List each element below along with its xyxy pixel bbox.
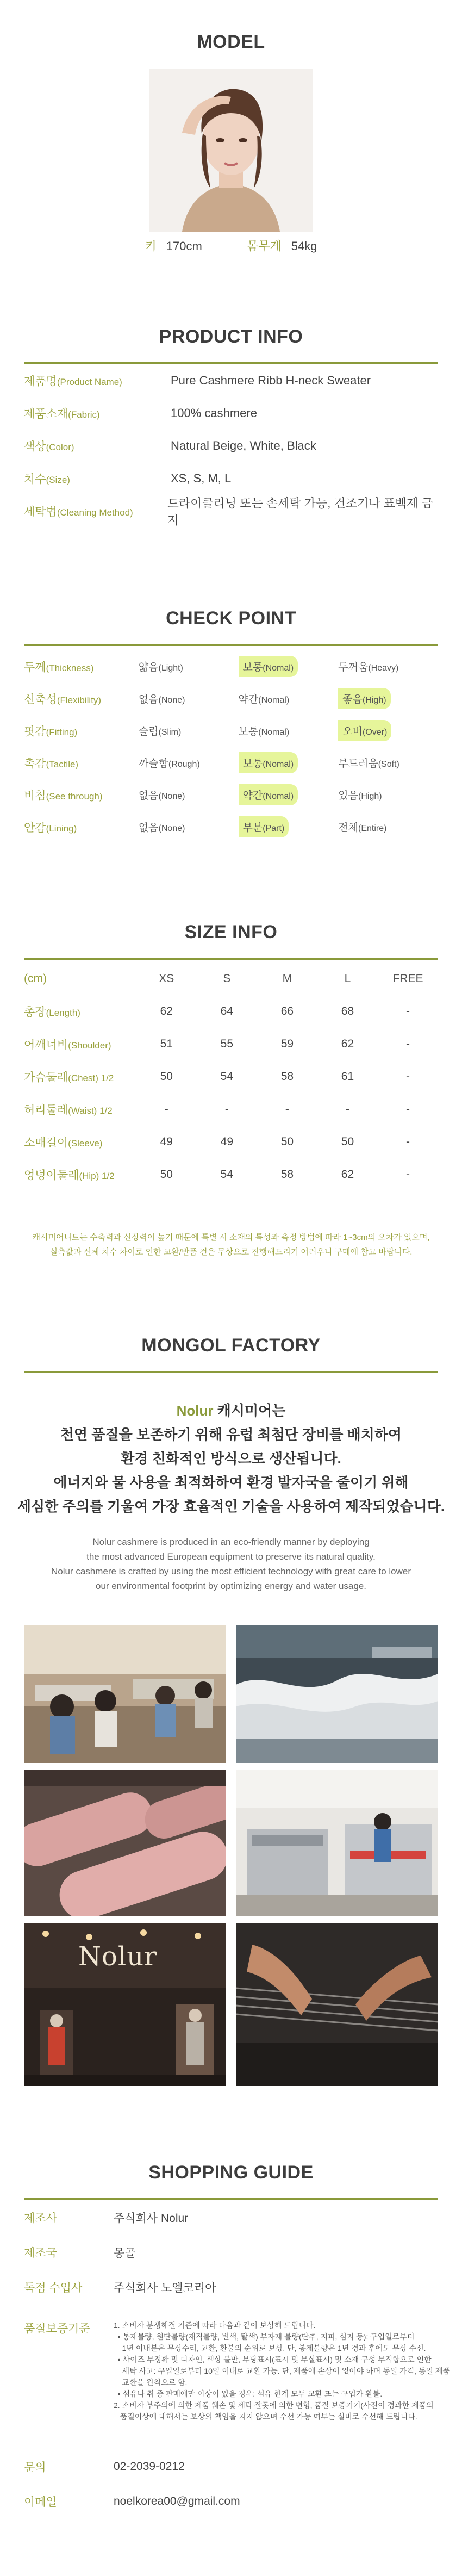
- factory-ko-line: 천연 품질을 보존하기 위해 유럽 최첨단 장비를 배치하여: [60, 1426, 402, 1443]
- guide-label: 제조국: [24, 2247, 57, 2260]
- shopping-guide-table: [24, 2200, 450, 2519]
- check-point-table: [24, 650, 438, 843]
- size-row: [24, 1060, 438, 1093]
- check-point-option: [139, 723, 239, 738]
- option-text: 전체(Entire): [338, 822, 387, 834]
- factory-brand-name: Nolur: [176, 1402, 214, 1419]
- option-text: 슬림(Slim): [138, 726, 182, 737]
- size-row-label-en: (Shoulder): [68, 1040, 111, 1051]
- option-text: 보통(Nomal): [238, 726, 290, 737]
- warranty-line: 1년 이내분은 무상수리, 교환, 환불의 순위로 보상. 단, 봉제불량은 1년 경과 후에도 무상 수선.: [114, 2344, 426, 2352]
- size-cell: 50: [280, 1135, 294, 1148]
- size-info-table: [24, 963, 438, 1191]
- warranty-line: 1. 소비자 분쟁해결 기준에 따라 다음과 같이 보상해 드립니다.: [114, 2321, 316, 2330]
- size-cell: -: [405, 1168, 410, 1181]
- size-column-header: XS: [159, 972, 174, 985]
- factory-en-line: Nolur cashmere is produced in an eco-friendly manner by deploying: [92, 1537, 370, 1547]
- factory-ko-line: 캐시미어는: [213, 1402, 286, 1419]
- check-point-option: [139, 691, 239, 706]
- selected-option-highlight: 좋음(High): [338, 688, 390, 709]
- product-info-value: 드라이클리닝 또는 손세탁 가능, 건조기나 표백제 금지: [167, 496, 433, 527]
- check-point-option: [239, 691, 339, 706]
- size-row-label: 허리둘레: [24, 1104, 68, 1116]
- option-text: 있음(High): [338, 790, 382, 802]
- selected-option-highlight: 부분(Part): [239, 816, 289, 837]
- size-cell: 49: [220, 1135, 234, 1148]
- size-cell: -: [345, 1103, 349, 1115]
- selected-option-highlight: 보통(Nomal): [239, 656, 298, 677]
- check-point-option: [338, 787, 438, 802]
- size-info-divider: [0, 958, 462, 960]
- guide-row-manufacturer: [24, 2200, 438, 2235]
- check-point-option: [338, 820, 438, 834]
- product-info-row: [24, 364, 438, 397]
- size-cell: -: [164, 1103, 168, 1115]
- size-cell: -: [405, 1135, 410, 1148]
- factory-ko-line: 에너지와 물 사용을 최적화하여 환경 발자국을 줄이기 위해: [53, 1474, 409, 1491]
- warranty-line: 교환을 원칙으로 함.: [114, 2378, 188, 2387]
- factory-ko-line: 세심한 주의를 기울여 가장 효율적인 기술을 사용하여 제작되었습니다.: [17, 1498, 445, 1514]
- check-point-option: [239, 752, 339, 773]
- guide-label: 독점 수입사: [24, 2282, 83, 2294]
- size-row-label: 엉덩이둘레: [24, 1169, 79, 1182]
- guide-label: 품질보증기준: [24, 2323, 90, 2335]
- size-cell: 62: [341, 1038, 354, 1050]
- factory-description-en: [0, 1535, 462, 1593]
- product-info-label-en: (Product Name): [57, 377, 122, 387]
- size-cell: 49: [160, 1135, 173, 1148]
- option-text: 없음(None): [138, 790, 185, 802]
- option-text: 없음(None): [138, 694, 185, 705]
- size-row-label-en: (Chest) 1/2: [68, 1073, 114, 1083]
- guide-value: 주식회사 Nolur: [114, 2212, 189, 2225]
- shopping-guide-title: SHOPPING GUIDE: [148, 2162, 314, 2183]
- check-point-option: [139, 820, 239, 834]
- factory-photo-workers-sewing: [24, 1625, 226, 1763]
- guide-row-warranty: [24, 2305, 450, 2449]
- check-point-option: [338, 720, 438, 741]
- size-row-label: 총장: [24, 1006, 46, 1019]
- size-cell: 68: [341, 1005, 354, 1017]
- size-cell: 50: [160, 1168, 173, 1181]
- check-point-label: 비침: [24, 789, 46, 802]
- size-column-header: FREE: [392, 972, 423, 985]
- size-cell: 54: [220, 1168, 234, 1181]
- selected-option-highlight: 오버(Over): [338, 720, 391, 741]
- size-cell: 66: [280, 1005, 294, 1017]
- product-info-value: XS, S, M, L: [171, 471, 232, 485]
- check-point-row: [24, 811, 438, 843]
- product-info-label: 제품명: [24, 375, 57, 388]
- product-info-label: 색상: [24, 440, 46, 453]
- warranty-line: 품질이상에 대해서는 보상의 책임을 지지 않으며 수선 가능 여부는 실비로 수선해 드립니다.: [114, 2412, 417, 2421]
- size-table-body: [24, 995, 438, 1191]
- product-info-label: 치수: [24, 473, 46, 486]
- size-cell: -: [405, 1103, 410, 1115]
- size-row: [24, 1126, 438, 1158]
- selected-option-highlight: 약간(Nomal): [239, 784, 298, 805]
- size-row-label: 소매길이: [24, 1137, 68, 1149]
- product-info-row: [24, 462, 438, 495]
- contact-phone: 02-2039-0212: [114, 2460, 185, 2473]
- size-row: [24, 1028, 438, 1060]
- size-row-label: 가슴둘레: [24, 1071, 68, 1084]
- size-cell: 59: [280, 1038, 294, 1050]
- size-cell: -: [285, 1103, 289, 1115]
- size-row-label-en: (Hip) 1/2: [79, 1171, 115, 1181]
- size-cell: 55: [220, 1038, 234, 1050]
- check-point-label: 핏감: [24, 725, 46, 738]
- factory-en-line: our environmental footprint by optimizing energy and water usage.: [95, 1581, 366, 1591]
- factory-description-ko: [0, 1399, 462, 1518]
- check-point-option: [139, 755, 239, 770]
- size-unit-label: (cm): [24, 972, 47, 985]
- product-info-title: PRODUCT INFO: [159, 326, 303, 347]
- check-point-option: [239, 816, 339, 837]
- height-label: 키: [145, 239, 157, 253]
- size-row-label: 어깨너비: [24, 1039, 68, 1051]
- warranty-line: • 사이즈 부정확 및 디자인, 색상 불만, 부당표시(표시 및 부실표시) 및 소재 구성 부적합으로 인한: [114, 2355, 432, 2364]
- product-info-value: Pure Cashmere Ribb H-neck Sweater: [171, 374, 371, 387]
- warranty-line: • 섬유나 취 중 판매에만 이상이 있을 경우: 섬유 한계 모두 교환 또는 구입가 환불.: [114, 2389, 383, 2398]
- check-point-label: 신축성: [24, 693, 57, 706]
- size-note-line: 캐시미어니트는 수축력과 신장력이 높기 때문에 특별 시 소재의 특성과 측정 방법에 따라 1~3cm의 오차가 있으며,: [32, 1233, 430, 1242]
- check-point-label: 두께: [24, 661, 46, 674]
- factory-en-line: the most advanced European equipment to preserve its natural quality.: [86, 1551, 376, 1562]
- size-column-header: L: [344, 972, 351, 985]
- option-text: 부드러움(Soft): [338, 758, 399, 769]
- size-row: [24, 995, 438, 1028]
- check-point-label-en: (See through): [46, 791, 103, 802]
- size-column-header: S: [223, 972, 231, 985]
- size-cell: 51: [160, 1038, 173, 1050]
- check-point-row: [24, 682, 438, 715]
- model-section-title: MODEL: [197, 32, 265, 52]
- size-cell: -: [405, 1070, 410, 1083]
- product-info-divider: [0, 362, 462, 364]
- factory-divider: [0, 1371, 462, 1373]
- size-cell: 50: [160, 1070, 173, 1083]
- size-cell: 64: [220, 1005, 234, 1017]
- model-photo: [149, 69, 313, 232]
- check-point-label-en: (Thickness): [46, 662, 94, 673]
- product-info-table: [24, 364, 438, 527]
- warranty-line: • 봉제불량, 원단불량(재직불량, 변색, 탈색) 부자재 불량(단추, 지퍼, 심지 등): 구입일로부터: [114, 2332, 415, 2341]
- weight-label: 몸무게: [247, 239, 282, 253]
- guide-row-contact: [24, 2449, 438, 2484]
- size-cell: 61: [341, 1070, 354, 1083]
- factory-photo-yarn-spools: [24, 1770, 226, 1916]
- weight-value: 54kg: [291, 239, 317, 253]
- size-row: [24, 1158, 438, 1191]
- warranty-text: [114, 2320, 450, 2423]
- product-info-row: [24, 397, 438, 430]
- product-info-label: 제품소재: [24, 408, 68, 420]
- store-sign-text: Nolur: [78, 1941, 158, 1972]
- size-note-line: 실측값과 신체 치수 차이로 인한 교환/반품 건은 무상으로 진행해드리기 어려우니 구매에 참고 바랍니다.: [49, 1247, 413, 1257]
- check-point-row: [24, 715, 438, 747]
- check-point-label-en: (Flexibility): [57, 694, 102, 705]
- factory-photo-knitting-machines: [236, 1770, 438, 1916]
- size-disclaimer: [0, 1230, 462, 1259]
- check-point-label-en: (Tactile): [46, 759, 79, 769]
- factory-photo-hands-knitting: [236, 1923, 438, 2086]
- product-info-label: 세탁법: [24, 506, 57, 518]
- size-header-row: [24, 963, 438, 995]
- check-point-label: 촉감: [24, 757, 46, 770]
- check-point-option: [239, 656, 339, 677]
- product-info-value: Natural Beige, White, Black: [171, 439, 316, 452]
- size-cell: 58: [280, 1168, 294, 1181]
- check-point-row: [24, 779, 438, 811]
- option-text: 없음(None): [138, 822, 185, 834]
- option-text: 얇음(Light): [138, 662, 183, 673]
- product-info-label-en: (Color): [46, 442, 74, 452]
- product-info-row: [24, 430, 438, 462]
- product-info-label-en: (Size): [46, 475, 70, 485]
- size-info-title: SIZE INFO: [184, 922, 278, 942]
- check-point-label: 안감: [24, 821, 46, 834]
- option-text: 두꺼움(Heavy): [338, 662, 399, 673]
- check-point-option: [338, 659, 438, 674]
- check-point-row: [24, 747, 438, 779]
- size-cell: 50: [341, 1135, 354, 1148]
- shopping-guide-divider: [0, 2198, 462, 2200]
- guide-row-importer: [24, 2270, 438, 2305]
- factory-title: MONGOL FACTORY: [141, 1335, 321, 1356]
- selected-option-highlight: 보통(Nomal): [239, 752, 298, 773]
- check-point-label-en: (Lining): [46, 823, 77, 834]
- check-point-option: [338, 755, 438, 770]
- size-cell: 62: [160, 1005, 173, 1017]
- size-row-label-en: (Waist) 1/2: [68, 1106, 113, 1116]
- size-cell: -: [405, 1005, 410, 1017]
- check-point-option: [239, 784, 339, 805]
- contact-email: noelkorea00@gmail.com: [114, 2495, 240, 2507]
- size-cell: 58: [280, 1070, 294, 1083]
- size-cell: 62: [341, 1168, 354, 1181]
- guide-value: 주식회사 노엘코리아: [114, 2282, 216, 2294]
- size-cell: -: [224, 1103, 229, 1115]
- factory-photo-fiber-washing: [236, 1625, 438, 1763]
- size-row-label-en: (Length): [46, 1008, 80, 1018]
- warranty-line: 2. 소비자 부주의에 의한 제품 훼손 및 세탁 잘못에 의한 변형, 품질 보증기기(사진이 경과한 제품의: [114, 2401, 434, 2410]
- product-info-label-en: (Fabric): [68, 409, 100, 420]
- check-point-title: CHECK POINT: [166, 608, 296, 629]
- guide-label: 문의: [24, 2461, 46, 2474]
- check-point-option: [139, 659, 239, 674]
- check-point-option: [139, 787, 239, 802]
- size-cell: -: [405, 1038, 410, 1050]
- model-measurements: [0, 237, 462, 254]
- option-text: 약간(Nomal): [238, 694, 290, 705]
- product-info-row: [24, 495, 438, 527]
- factory-en-line: Nolur cashmere is crafted by using the most efficient technology with great care to lower: [51, 1566, 411, 1576]
- size-row: [24, 1093, 438, 1126]
- guide-row-country: [24, 2235, 438, 2270]
- size-column-header: M: [282, 972, 292, 985]
- factory-photo-nolur-store: [24, 1923, 226, 2086]
- guide-row-email: [24, 2484, 438, 2519]
- check-point-option: [239, 723, 339, 738]
- guide-label: 제조사: [24, 2212, 57, 2225]
- check-point-label-en: (Fitting): [46, 727, 78, 737]
- product-info-label-en: (Cleaning Method): [57, 507, 133, 518]
- factory-ko-line: 환경 친화적인 방식으로 생산됩니다.: [121, 1450, 341, 1467]
- option-text: 까슬함(Rough): [138, 758, 200, 769]
- check-point-option: [338, 688, 438, 709]
- product-info-value: 100% cashmere: [171, 406, 257, 420]
- guide-value: 몽골: [114, 2247, 136, 2260]
- guide-label: 이메일: [24, 2496, 57, 2509]
- size-cell: 54: [220, 1070, 234, 1083]
- check-point-divider: [0, 644, 462, 646]
- size-row-label-en: (Sleeve): [68, 1138, 103, 1149]
- check-point-row: [24, 650, 438, 682]
- height-value: 170cm: [166, 239, 202, 253]
- warranty-line: 세탁 사고: 구입일로부터 10일 이내로 교환 가능. 단, 제품에 손상이 없어야 하며 동일 가격, 동일 제품: [114, 2367, 450, 2375]
